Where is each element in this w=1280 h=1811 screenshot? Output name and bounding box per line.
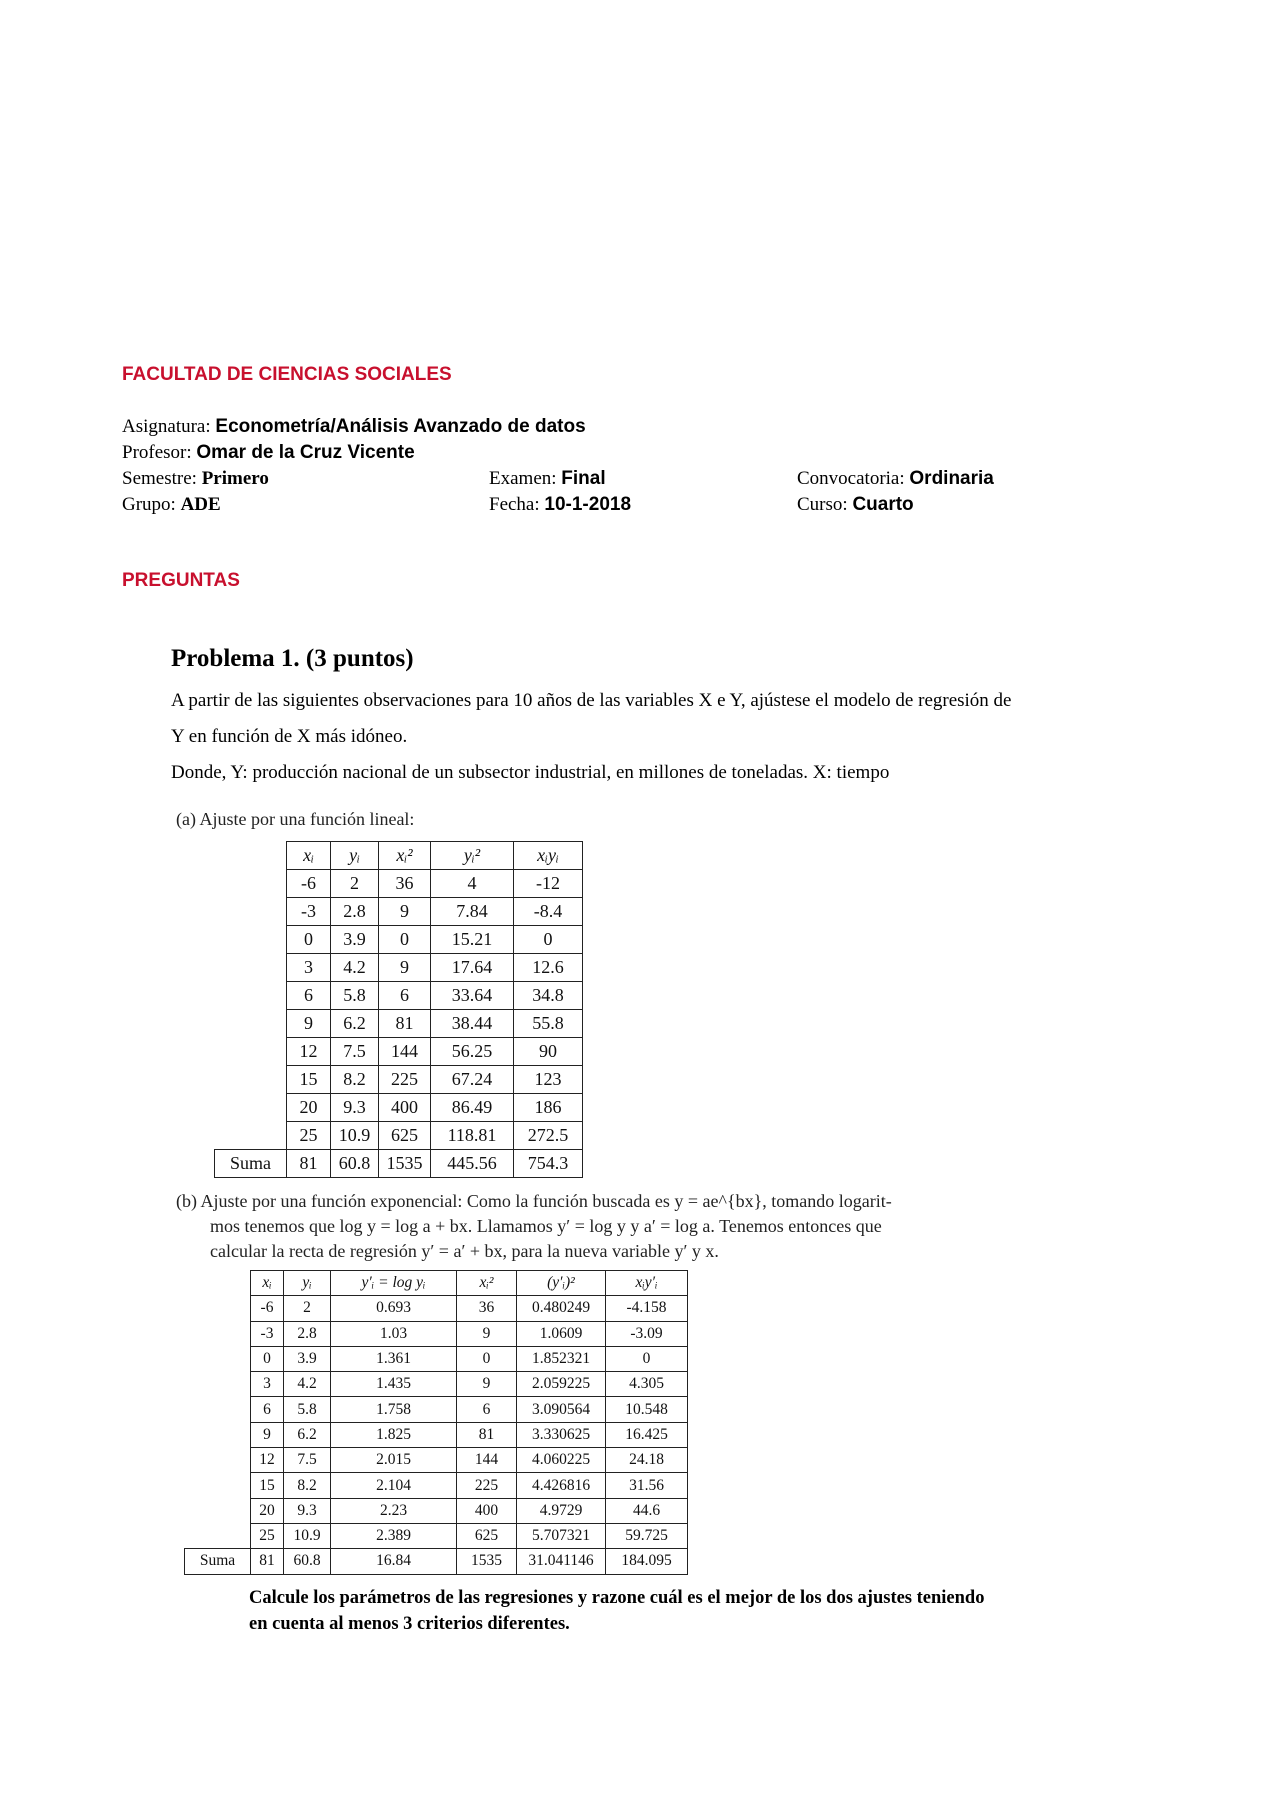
table-row: [185, 1372, 688, 1397]
sum-cell: 16.84: [331, 1549, 457, 1574]
table-cell: 15.21: [431, 926, 514, 954]
part-b-caption-line-2: mos tenemos que log y = log a + bx. Llamamos y′ = log y y a′ = log a. Tenemos entonces que: [210, 1216, 882, 1236]
table-cell: -3: [251, 1321, 284, 1346]
sum-cell: 81: [287, 1150, 331, 1178]
table-row: [185, 1498, 688, 1523]
table-cell: 81: [457, 1422, 517, 1447]
sum-row: [215, 1150, 583, 1178]
group-value: ADE: [180, 494, 221, 515]
table-cell: 17.64: [431, 954, 514, 982]
table-cell: 1.825: [331, 1422, 457, 1447]
call-line: [797, 468, 994, 490]
table-cell: 2.23: [331, 1498, 457, 1523]
semester-line: [122, 468, 269, 490]
table-cell: 400: [379, 1094, 431, 1122]
table-row: [215, 954, 583, 982]
table-row: [215, 1010, 583, 1038]
table-cell: 4.2: [331, 954, 379, 982]
table-cell: 144: [457, 1448, 517, 1473]
table-cell: 8.2: [284, 1473, 331, 1498]
table-cell: 144: [379, 1038, 431, 1066]
table-cell: 2.059225: [517, 1372, 606, 1397]
table-cell: 625: [457, 1523, 517, 1548]
table-cell: 9: [287, 1010, 331, 1038]
table-cell: 3.9: [284, 1346, 331, 1371]
table-row: [185, 1448, 688, 1473]
table-cell: 6.2: [331, 1010, 379, 1038]
table-cell: 31.56: [606, 1473, 688, 1498]
questions-heading: PREGUNTAS: [122, 570, 240, 591]
date-value: 10-1-2018: [544, 494, 632, 515]
subject-label: Asignatura:: [122, 416, 211, 437]
table-cell: 272.5: [514, 1122, 583, 1150]
table-cell: 3.9: [331, 926, 379, 954]
table-cell: 6: [457, 1397, 517, 1422]
table-cell: 12: [287, 1038, 331, 1066]
table-cell: 0: [514, 926, 583, 954]
semester-value: Primero: [201, 468, 269, 489]
table-cell: 10.548: [606, 1397, 688, 1422]
table-row: [185, 1523, 688, 1548]
table-cell: 81: [379, 1010, 431, 1038]
table-cell: 1.852321: [517, 1346, 606, 1371]
table-row: [185, 1296, 688, 1321]
exam-line: [489, 468, 606, 490]
table-row: [215, 870, 583, 898]
call-label: Convocatoria:: [797, 468, 905, 489]
table-cell: 2: [331, 870, 379, 898]
table-cell: 0.480249: [517, 1296, 606, 1321]
sum-row: [185, 1549, 688, 1574]
column-header: yᵢ: [331, 842, 379, 870]
table-row: [185, 1473, 688, 1498]
date-line: [489, 494, 631, 516]
table-cell: 9: [379, 898, 431, 926]
column-header: xᵢ²: [457, 1271, 517, 1296]
table-cell: 6: [287, 982, 331, 1010]
sum-label: Suma: [185, 1549, 251, 1574]
table-cell: 3.330625: [517, 1422, 606, 1447]
table-row: [215, 1066, 583, 1094]
table-cell: -12: [514, 870, 583, 898]
table-cell: 2: [284, 1296, 331, 1321]
table-cell: 8.2: [331, 1066, 379, 1094]
table-cell: 12: [251, 1448, 284, 1473]
table-cell: 1.758: [331, 1397, 457, 1422]
sum-cell: 1535: [379, 1150, 431, 1178]
exponential-fit-table: [184, 1270, 688, 1575]
table-cell: 1.361: [331, 1346, 457, 1371]
table-row: [185, 1346, 688, 1371]
table-cell: 2.8: [331, 898, 379, 926]
sum-cell: 31.041146: [517, 1549, 606, 1574]
table-cell: 186: [514, 1094, 583, 1122]
table-cell: 4.2: [284, 1372, 331, 1397]
table-cell: 4.305: [606, 1372, 688, 1397]
table-cell: -3.09: [606, 1321, 688, 1346]
table-cell: 0.693: [331, 1296, 457, 1321]
column-header: xᵢ²: [379, 842, 431, 870]
part-b-caption: [176, 1189, 892, 1264]
course-line: [797, 494, 914, 516]
table-cell: 0: [606, 1346, 688, 1371]
teacher-line: [122, 442, 415, 464]
course-value: Cuarto: [852, 494, 914, 515]
sum-cell: 81: [251, 1549, 284, 1574]
date-label: Fecha:: [489, 494, 540, 515]
table-cell: 6.2: [284, 1422, 331, 1447]
instruction-line-2: en cuenta al menos 3 criterios diferentes.: [249, 1614, 570, 1634]
group-label: Grupo:: [122, 494, 176, 515]
table-cell: 4: [431, 870, 514, 898]
table-cell: -8.4: [514, 898, 583, 926]
table-cell: 2.104: [331, 1473, 457, 1498]
table-row: [185, 1321, 688, 1346]
table-row: [215, 926, 583, 954]
table-cell: 12.6: [514, 954, 583, 982]
table-cell: 34.8: [514, 982, 583, 1010]
table-cell: 0: [251, 1346, 284, 1371]
column-header: xᵢ: [287, 842, 331, 870]
table-cell: 33.64: [431, 982, 514, 1010]
table-row: [185, 1422, 688, 1447]
table-cell: 5.8: [284, 1397, 331, 1422]
table-cell: 25: [251, 1523, 284, 1548]
table-cell: 16.425: [606, 1422, 688, 1447]
exam-label: Examen:: [489, 468, 557, 489]
table-cell: 5.707321: [517, 1523, 606, 1548]
part-b-caption-line-3: calcular la recta de regresión y′ = a′ + bx, para la nueva variable y′ y x.: [210, 1241, 719, 1261]
part-a-caption: (a) Ajuste por una función lineal:: [176, 809, 415, 829]
table-cell: 3.090564: [517, 1397, 606, 1422]
table-cell: 15: [287, 1066, 331, 1094]
column-header: xᵢyᵢ: [514, 842, 583, 870]
table-header-row: [215, 842, 583, 870]
table-cell: 20: [287, 1094, 331, 1122]
table-cell: 7.84: [431, 898, 514, 926]
table-row: [215, 1038, 583, 1066]
table-cell: 9: [457, 1372, 517, 1397]
table-cell: 625: [379, 1122, 431, 1150]
table-cell: 56.25: [431, 1038, 514, 1066]
column-header: (y′ᵢ)²: [517, 1271, 606, 1296]
sum-label: Suma: [215, 1150, 287, 1178]
table-cell: 90: [514, 1038, 583, 1066]
table-cell: 1.03: [331, 1321, 457, 1346]
column-header: y′ᵢ = log yᵢ: [331, 1271, 457, 1296]
table-cell: 4.426816: [517, 1473, 606, 1498]
problem-title: Problema 1. (3 puntos): [171, 645, 414, 672]
table-cell: 9: [251, 1422, 284, 1447]
table-cell: 4.060225: [517, 1448, 606, 1473]
sum-cell: 445.56: [431, 1150, 514, 1178]
problem-line-1: A partir de las siguientes observaciones para 10 años de las variables X e Y, ajústese el modelo de regresión de: [171, 690, 1012, 711]
table-cell: 0: [287, 926, 331, 954]
table-cell: 1.435: [331, 1372, 457, 1397]
table-cell: 36: [379, 870, 431, 898]
table-cell: 225: [457, 1473, 517, 1498]
faculty-heading: FACULTAD DE CIENCIAS SOCIALES: [122, 364, 452, 385]
table-cell: 44.6: [606, 1498, 688, 1523]
table-cell: 36: [457, 1296, 517, 1321]
table-cell: 67.24: [431, 1066, 514, 1094]
table-row: [215, 1122, 583, 1150]
table-cell: 15: [251, 1473, 284, 1498]
subject-value: Econometría/Análisis Avanzado de datos: [215, 416, 586, 437]
table-cell: 20: [251, 1498, 284, 1523]
table-cell: 55.8: [514, 1010, 583, 1038]
table-cell: 10.9: [331, 1122, 379, 1150]
instruction-text: [249, 1585, 984, 1637]
course-label: Curso:: [797, 494, 848, 515]
table-cell: 0: [457, 1346, 517, 1371]
table-cell: 0: [379, 926, 431, 954]
table-cell: 6: [251, 1397, 284, 1422]
table-row: [185, 1397, 688, 1422]
linear-fit-table: [214, 841, 583, 1178]
table-cell: 7.5: [284, 1448, 331, 1473]
table-cell: 118.81: [431, 1122, 514, 1150]
table-cell: 7.5: [331, 1038, 379, 1066]
table-cell: 10.9: [284, 1523, 331, 1548]
sum-cell: 60.8: [331, 1150, 379, 1178]
sum-cell: 754.3: [514, 1150, 583, 1178]
table-cell: 59.725: [606, 1523, 688, 1548]
problem-statement: [171, 683, 1012, 791]
column-header: xᵢy′ᵢ: [606, 1271, 688, 1296]
column-header: yᵢ²: [431, 842, 514, 870]
problem-line-2: Y en función de X más idóneo.: [171, 726, 408, 747]
table-cell: 24.18: [606, 1448, 688, 1473]
problem-line-3: Donde, Y: producción nacional de un subsector industrial, en millones de toneladas. X: tiempo: [171, 762, 890, 783]
table-cell: 86.49: [431, 1094, 514, 1122]
table-header-row: [185, 1271, 688, 1296]
table-cell: 2.015: [331, 1448, 457, 1473]
sum-cell: 184.095: [606, 1549, 688, 1574]
column-header: xᵢ: [251, 1271, 284, 1296]
table-cell: 2.389: [331, 1523, 457, 1548]
table-cell: 123: [514, 1066, 583, 1094]
table-cell: -3: [287, 898, 331, 926]
table-cell: 400: [457, 1498, 517, 1523]
table-cell: -4.158: [606, 1296, 688, 1321]
teacher-label: Profesor:: [122, 442, 192, 463]
sum-cell: 60.8: [284, 1549, 331, 1574]
table-cell: 9.3: [331, 1094, 379, 1122]
table-row: [215, 898, 583, 926]
table-row: [215, 1094, 583, 1122]
table-cell: 6: [379, 982, 431, 1010]
table-cell: 225: [379, 1066, 431, 1094]
semester-label: Semestre:: [122, 468, 197, 489]
table-cell: 1.0609: [517, 1321, 606, 1346]
instruction-line-1: Calcule los parámetros de las regresiones y razone cuál es el mejor de los dos ajustes teniendo: [249, 1588, 985, 1608]
table-cell: -6: [251, 1296, 284, 1321]
part-b-caption-line-1: (b) Ajuste por una función exponencial: Como la función buscada es y = ae^{bx}, tomando logarit-: [176, 1191, 892, 1211]
table-cell: 4.9729: [517, 1498, 606, 1523]
subject-line: [122, 416, 586, 438]
table-cell: 3: [251, 1372, 284, 1397]
column-header: yᵢ: [284, 1271, 331, 1296]
sum-cell: 1535: [457, 1549, 517, 1574]
table-cell: -6: [287, 870, 331, 898]
exam-value: Final: [561, 468, 606, 489]
table-cell: 9.3: [284, 1498, 331, 1523]
table-cell: 3: [287, 954, 331, 982]
table-cell: 2.8: [284, 1321, 331, 1346]
table-cell: 38.44: [431, 1010, 514, 1038]
teacher-value: Omar de la Cruz Vicente: [196, 442, 415, 463]
table-cell: 5.8: [331, 982, 379, 1010]
table-cell: 9: [379, 954, 431, 982]
table-cell: 9: [457, 1321, 517, 1346]
table-cell: 25: [287, 1122, 331, 1150]
group-line: [122, 494, 221, 516]
call-value: Ordinaria: [909, 468, 994, 489]
table-row: [215, 982, 583, 1010]
